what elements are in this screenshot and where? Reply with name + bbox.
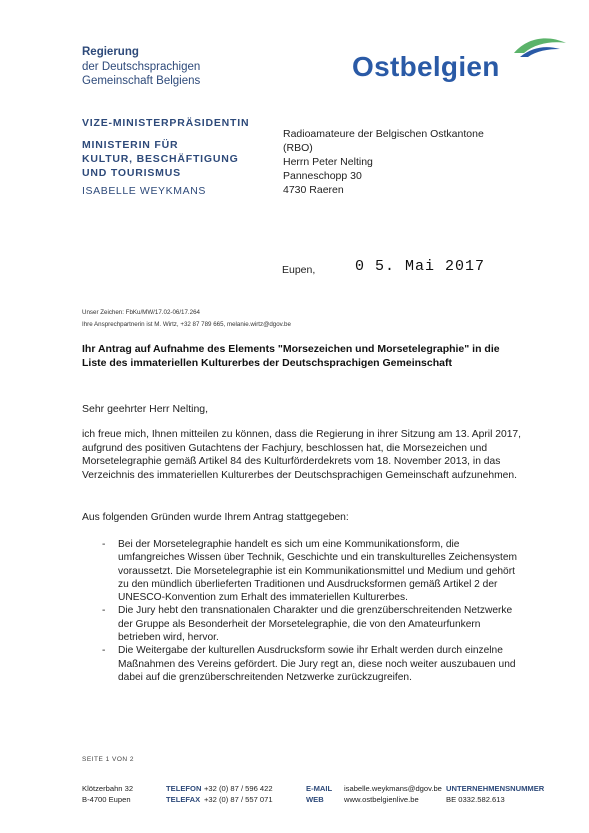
gov-line-2: der Deutschsprachigen (82, 60, 201, 73)
recipient-line-4: Panneschopp 30 (283, 170, 362, 182)
minister-title-2: MINISTERIN FÜR (82, 139, 179, 151)
salutation: Sehr geehrter Herr Nelting, (82, 403, 209, 415)
footer-street: Klötzerbahn 32 (82, 784, 134, 793)
page-indicator: SEITE 1 VON 2 (82, 756, 135, 763)
web-link[interactable]: www.ostbelgienlive.be (344, 795, 419, 804)
minister-title-4: UND TOURISMUS (82, 167, 181, 179)
date-stamp: 0 5. Mai 2017 (355, 258, 486, 275)
recipient-line-2: (RBO) (283, 142, 313, 154)
logo-text: Ostbelgien (352, 51, 500, 82)
list-item-text: Bei der Morsetelegraphie handelt es sich um eine Kommunikationsform, die umfangreiches Wissen über Technik, Geschichte und ein transkulturelles Zeichensystem voraussetzt. Die Morsetelegraphie ist ein Kommunikationsmittel und Medium und gehört zu den mündlich überlieferten Traditionen und Ausdrucksformen gemäß Artikel 2 der UNESCO-Konvention zum Erhalt des immateriellen Kulturerbes. (118, 539, 518, 604)
mail-label: E-MAIL (306, 784, 333, 793)
ostbelgien-logo (352, 37, 500, 83)
reference-block (82, 307, 291, 331)
bullet-marker: - (102, 605, 106, 617)
fax-label: TELEFAX (166, 795, 201, 804)
footer-contact (306, 783, 442, 805)
list-item (102, 644, 524, 684)
mail-link[interactable]: isabelle.weykmans@dgov.be (344, 784, 442, 793)
recipient-line-5: 4730 Raeren (283, 184, 344, 196)
gov-line-1: Regierung (82, 46, 139, 58)
reasons-intro: Aus folgenden Gründen wurde Ihrem Antrag stattgegeben: (82, 512, 349, 523)
recipient-address (283, 127, 484, 197)
company-label: UNTERNEHMENSNUMMER (446, 784, 545, 793)
footer-phone (166, 783, 273, 805)
list-item-text: Die Jury hebt den transnationalen Charakter und die grenzüberschreitenden Netzwerke der Gruppe als Besonderheit der Morsetelegraphie, die von den Amateurfunkern betrieben wird, hervor. (118, 605, 513, 644)
recipient-line-3: Herrn Peter Nelting (283, 156, 373, 168)
body-paragraph: ich freue mich, Ihnen mitteilen zu können, dass die Regierung in ihrer Sitzung am 13. April 2017, aufgrund des positiven Gutachtens der Fachjury, beschlossen hat, die Morsezeichen und Morsetelegraphie gemäß Artikel 84 des Kulturförderdekrets vom 18. November 2013, in das Verzeichnis des immateriellen Kulturerbes der Deutschsprachigen Gemeinschaft aufzunehmen. (82, 429, 522, 481)
tel-label: TELEFON (166, 784, 202, 793)
gov-line-3: Gemeinschaft Belgiens (82, 75, 201, 87)
government-header (82, 45, 200, 89)
web-label: WEB (306, 795, 324, 804)
minister-block (82, 116, 249, 198)
reasons-list (102, 538, 524, 684)
footer-company (446, 783, 544, 805)
company-value: BE 0332.582.613 (446, 795, 505, 804)
fax-value: +32 (0) 87 / 557 071 (204, 795, 273, 804)
bullet-marker: - (102, 539, 106, 550)
minister-title-3: KULTUR, BESCHÄFTIGUNG (82, 153, 239, 165)
recipient-line-1: Radioamateure der Belgischen Ostkantone (283, 128, 484, 140)
bird-logo-icon (510, 33, 570, 61)
letter-subject: Ihr Antrag auf Aufnahme des Elements "Morsezeichen und Morsetelegraphie" in die Liste des immateriellen Kulturerbes der Deutschsprachigen Gemeinschaft (82, 343, 500, 369)
list-item-text: Die Weitergabe der kulturellen Ausdrucksform sowie ihr Erhalt werden durch einzelne Maßnahmen des Vereins gefördert. Die Jury regt an, diese noch weiter auszubauen und dabei auf die grenzüberschreitenden Netzwerke zurückzugreifen. (118, 645, 516, 683)
tel-value: +32 (0) 87 / 596 422 (204, 784, 273, 793)
date-city: Eupen, (282, 264, 316, 276)
footer-address (82, 783, 133, 805)
minister-title-1: VIZE-MINISTERPRÄSIDENTIN (82, 117, 250, 129)
list-item (102, 604, 524, 644)
reference-line-2: Ihre Ansprechpartnerin ist M. Wirtz, +32 87 789 665, melanie.wirtz@dgov.be (82, 321, 291, 328)
bullet-marker: - (102, 645, 106, 657)
footer-city: B-4700 Eupen (82, 795, 131, 804)
minister-name: ISABELLE WEYKMANS (82, 185, 206, 197)
list-item (102, 538, 524, 604)
reference-line-1: Unser Zeichen: FbKu/MW/17.02-06/17.264 (82, 309, 200, 316)
